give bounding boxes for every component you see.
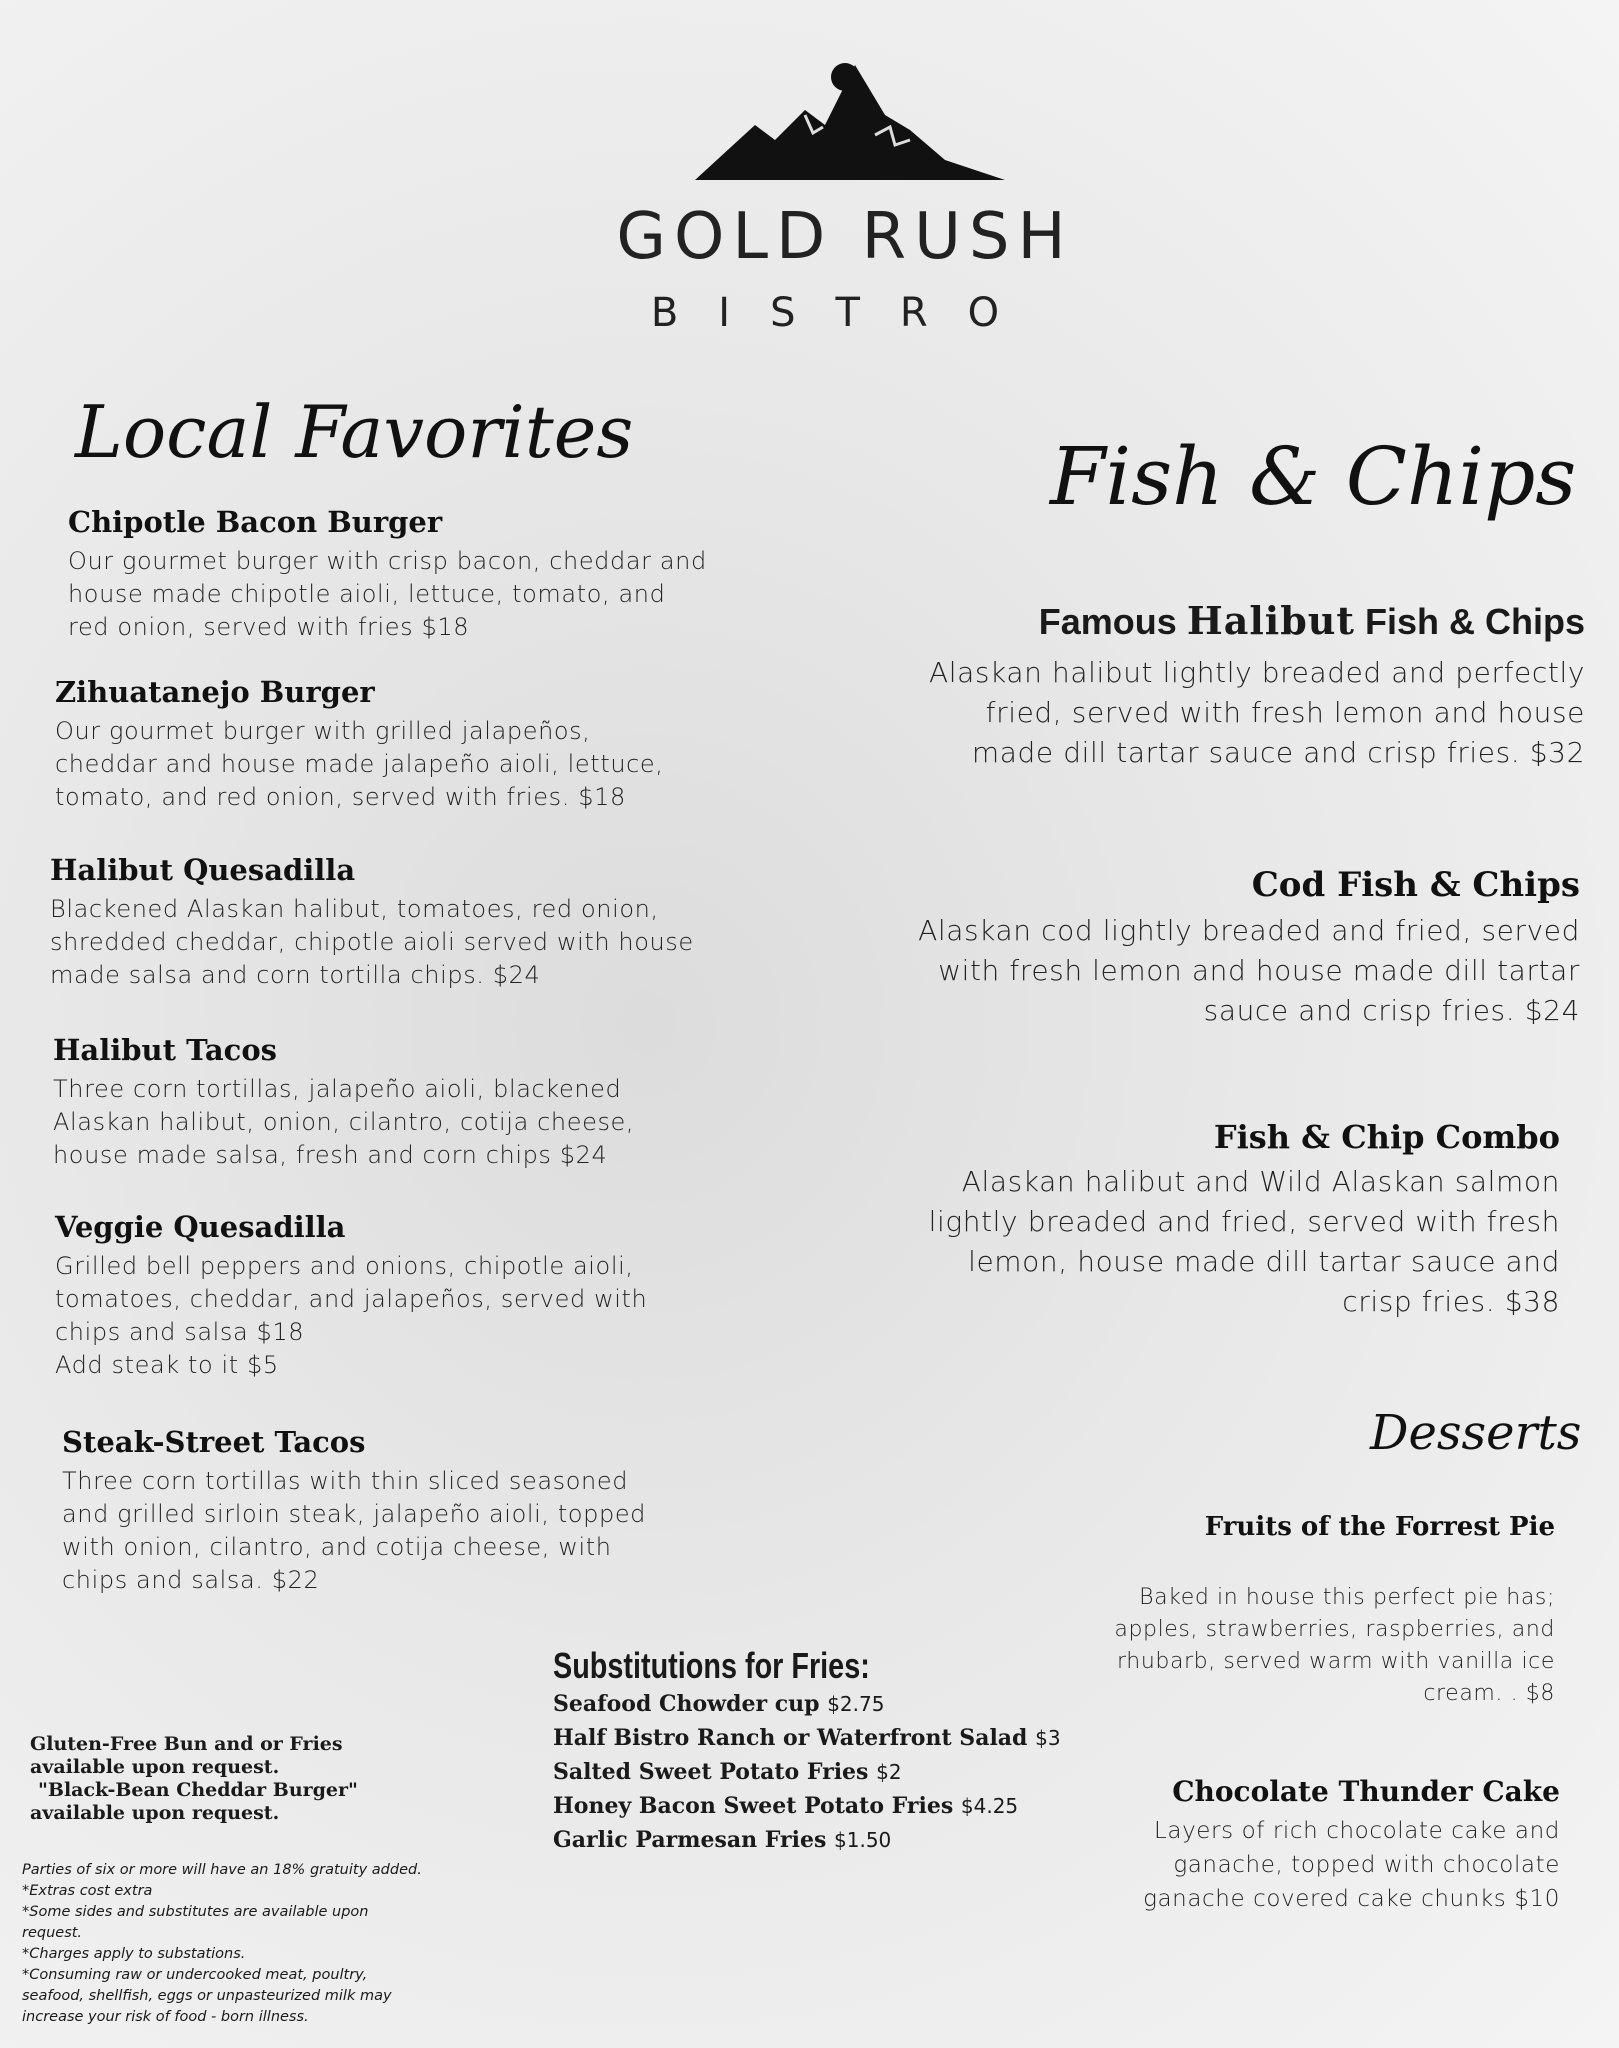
item-title: Chipotle Bacon Burger: [68, 505, 443, 539]
fine-print-line: *Extras cost extra: [22, 1883, 153, 1899]
substitution-name: Honey Bacon Sweet Potato Fries: [553, 1793, 954, 1819]
substitutions-heading: Substitutions for Fries:: [553, 1645, 870, 1686]
substitution-name: Garlic Parmesan Fries: [553, 1827, 827, 1853]
brand-subtitle: BISTRO: [650, 290, 1040, 336]
substitution-name: Seafood Chowder cup: [553, 1691, 820, 1717]
substitution-name: Salted Sweet Potato Fries: [553, 1759, 869, 1785]
title-part: Halibut: [1186, 598, 1355, 643]
substitution-row: [553, 1789, 1073, 1823]
substitution-name: Half Bistro Ranch or Waterfront Salad: [553, 1725, 1028, 1751]
title-part: Famous: [1038, 601, 1177, 642]
substitution-price: $4.25: [960, 1794, 1019, 1818]
menu-item: [55, 1210, 695, 1382]
section-title-local-favorites: Local Favorites: [75, 390, 634, 474]
item-title: Chocolate Thunder Cake: [1172, 1775, 1560, 1808]
item-desc: Layers of rich chocolate cake and ganache, topped with chocolate ganache covered cake chunks $10: [1143, 1818, 1560, 1912]
gluten-free-note: [30, 1733, 390, 1825]
item-title: Fruits of the Forrest Pie: [1204, 1512, 1555, 1542]
mountain-logo: [695, 55, 1005, 185]
item-desc: Alaskan halibut lightly breaded and perfectly fried, served with fresh lemon and house made dill tartar sauce and crisp fries. $32: [928, 656, 1585, 769]
item-desc: Blackened Alaskan halibut, tomatoes, red onion, shredded cheddar, chipotle aioli served with house made salsa and corn tortilla chips. $24: [50, 895, 694, 989]
fine-print-line: Parties of six or more will have an 18% gratuity added.: [22, 1862, 422, 1878]
note-line: Gluten-Free Bun and or Fries: [30, 1733, 343, 1755]
section-title-fish-chips: Fish & Chips: [1050, 430, 1577, 523]
fine-print: [22, 1860, 422, 2028]
substitution-row: [553, 1721, 1073, 1755]
fine-print-line: *Consuming raw or undercooked meat, poultry, seafood, shellfish, eggs or unpasteurized milk may increase your risk of food - born illness.: [22, 1967, 392, 2025]
substitution-price: $3: [1035, 1726, 1061, 1750]
substitution-price: $1.50: [834, 1828, 892, 1852]
item-title: Fish & Chip Combo: [1213, 1118, 1560, 1156]
menu-item: [53, 1033, 703, 1172]
title-part: Fish & Chips: [1364, 601, 1585, 642]
substitution-row: [553, 1823, 1073, 1857]
item-desc: Three corn tortillas, jalapeño aioli, blackened Alaskan halibut, onion, cilantro, cotija cheese, house made salsa, fresh and corn chips $24: [53, 1075, 635, 1169]
menu-item: [55, 675, 695, 814]
note-line: "Black-Bean Cheddar Burger": [38, 1779, 358, 1801]
substitution-row: [553, 1687, 1073, 1721]
menu-item: [910, 1118, 1560, 1322]
item-desc: Alaskan cod lightly breaded and fried, served with fresh lemon and house made dill tartar sauce and crisp fries. $24: [918, 914, 1580, 1027]
section-title-desserts: Desserts: [1370, 1405, 1582, 1461]
brand-name: GOLD RUSH: [616, 200, 1074, 274]
item-desc: Our gourmet burger with grilled jalapeños, cheddar and house made jalapeño aioli, lettuce, tomato, and red onion, served with fries. $18: [55, 717, 664, 811]
substitutions-box: [553, 1645, 1073, 1857]
item-desc: Grilled bell peppers and onions, chipotle aioli, tomatoes, cheddar, and jalapeños, served with chips and salsa $18: [55, 1252, 648, 1346]
item-title: Steak-Street Tacos: [62, 1425, 366, 1459]
item-title: [910, 598, 1585, 643]
menu-item: [1100, 1512, 1555, 1710]
item-desc: Three corn tortillas with thin sliced seasoned and grilled sirloin steak, jalapeño aioli, topped with onion, cilantro, and cotija cheese, with chips and salsa. $22: [62, 1467, 647, 1594]
note-line: available upon request.: [30, 1802, 280, 1824]
fine-print-line: *Charges apply to substations.: [22, 1946, 246, 1962]
substitution-row: [553, 1755, 1073, 1789]
item-extra: Add steak to it $5: [55, 1351, 279, 1379]
item-title: Halibut Tacos: [53, 1033, 277, 1067]
menu-item: [62, 1425, 682, 1597]
menu-item: [50, 853, 700, 992]
substitution-price: $2: [876, 1760, 902, 1784]
item-title: Zihuatanejo Burger: [55, 675, 375, 709]
item-title: Halibut Quesadilla: [50, 853, 356, 887]
item-title: Veggie Quesadilla: [55, 1210, 346, 1244]
item-desc: Our gourmet burger with crisp bacon, cheddar and house made chipotle aioli, lettuce, tomato, and red onion, served with fries $18: [68, 547, 707, 641]
fine-print-line: *Some sides and substitutes are available upon request.: [22, 1904, 369, 1941]
substitution-price: $2.75: [827, 1692, 885, 1716]
menu-item: [910, 598, 1585, 773]
item-desc: Baked in house this perfect pie has; apples, strawberries, raspberries, and rhubarb, served warm with vanilla ice cream. . $8: [1114, 1585, 1555, 1706]
menu-item: [900, 865, 1580, 1031]
item-title: Cod Fish & Chips: [1251, 865, 1580, 905]
menu-item: [1120, 1775, 1560, 1916]
menu-item: [68, 505, 708, 644]
item-desc: Alaskan halibut and Wild Alaskan salmon lightly breaded and fried, served with fresh lemon, house made dill tartar sauce and crisp fries. $38: [928, 1165, 1560, 1318]
note-line: available upon request.: [30, 1756, 280, 1778]
